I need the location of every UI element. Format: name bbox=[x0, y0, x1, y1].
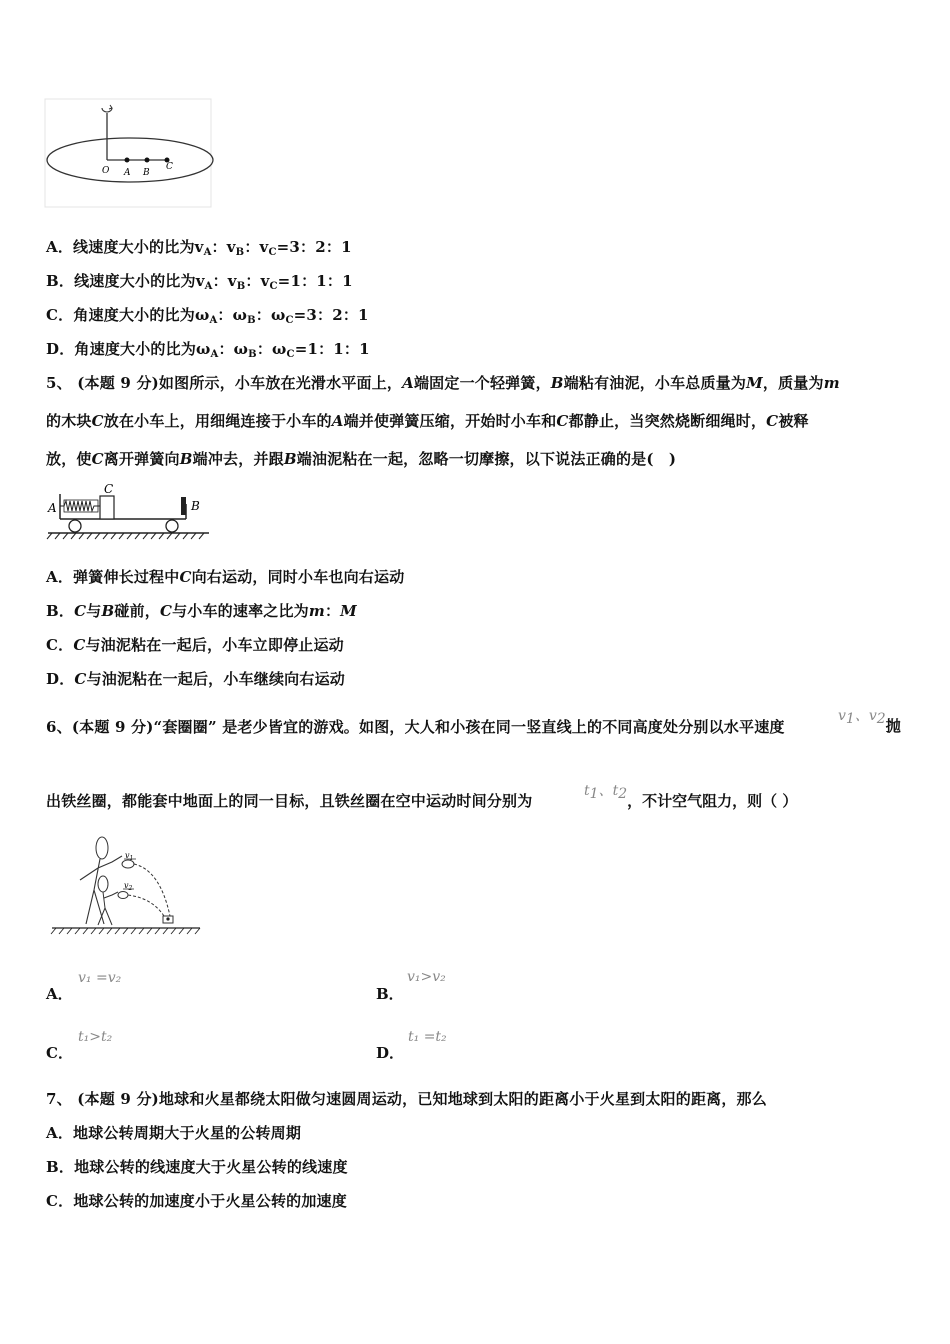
label-o: O bbox=[102, 166, 110, 176]
q4-option-c[interactable]: C．角速度大小的比为$\omega_A$：$\omega_B$：$\omega_C=3$：2：1 bbox=[46, 306, 369, 326]
q5-option-d[interactable]: D．C与油泥粘在一起后，小车继续向右运动 bbox=[46, 670, 345, 688]
q6-option-a[interactable]: A． bbox=[46, 985, 73, 1003]
q5-option-c[interactable]: C．C与油泥粘在一起后，小车立即停止运动 bbox=[46, 636, 344, 654]
q6-option-c[interactable]: C． bbox=[46, 1044, 73, 1062]
label-a: A bbox=[124, 168, 131, 178]
rotating-disk-figure bbox=[44, 96, 214, 211]
trajectory-1 bbox=[134, 864, 170, 916]
q5-option-b[interactable]: B．C与B碰前，C与小车的速率之比为m：M bbox=[46, 602, 357, 620]
q6-option-b-math: v₁>v₂ bbox=[407, 969, 446, 985]
label-b: B bbox=[143, 168, 150, 178]
adult-body bbox=[80, 856, 122, 924]
q4-option-d[interactable]: D．角速度大小的比为$\omega_A$：$\omega_B$：$\omega_C=1$：1：1 bbox=[46, 340, 370, 360]
q6-v1-v2-math: v1、v2抛 bbox=[838, 708, 901, 735]
label-b-end: B bbox=[191, 499, 200, 513]
point-a bbox=[125, 158, 130, 163]
adult-head bbox=[96, 837, 108, 859]
child-head bbox=[98, 876, 108, 892]
q7-option-a[interactable]: A．地球公转周期大于火星的公转周期 bbox=[46, 1124, 302, 1142]
child-ring bbox=[118, 892, 128, 899]
q5-stem-line3: 放，使C离开弹簧向B端冲去，并跟B端油泥粘在一起，忽略一切摩擦，以下说法正确的是( ) bbox=[46, 450, 677, 468]
q6-stem-line1: 6、(本题 9 分)“套圈圈” 是老少皆宜的游戏。如图，大人和小孩在同一竖直线上的不同高度处分别以水平速度 bbox=[46, 718, 785, 736]
child-body bbox=[98, 892, 118, 925]
q6-option-d-math: t₁ =t₂ bbox=[408, 1029, 447, 1045]
q6-option-a-math: v₁ =v₂ bbox=[78, 970, 122, 986]
q7-option-c[interactable]: C．地球公转的加速度小于火星公转的加速度 bbox=[46, 1192, 347, 1210]
q6-option-c-math: t₁>t₂ bbox=[78, 1029, 113, 1045]
q5-stem-line1: 5、 (本题 9 分)如图所示，小车放在光滑水平面上，A端固定一个轻弹簧，B端粘有油泥，小车总质量为M，质量为m bbox=[46, 374, 840, 392]
point-b bbox=[145, 158, 150, 163]
q7-stem: 7、 (本题 9 分)地球和火星都绕太阳做匀速圆周运动，已知地球到太阳的距离小于火星到太阳的距离，那么 bbox=[46, 1090, 767, 1108]
oil-mud bbox=[181, 497, 186, 515]
cart-spring-figure bbox=[44, 480, 214, 542]
q6-option-d[interactable]: D． bbox=[376, 1044, 405, 1062]
label-a-end: A bbox=[48, 501, 57, 515]
q5-stem-line2: 的木块C放在小车上，用细绳连接于小车的A端并使弹簧压缩，开始时小车和C都静止，当突然烧断细绳时，C被释 bbox=[46, 412, 809, 430]
block-c bbox=[100, 496, 114, 519]
trajectory-2 bbox=[128, 895, 164, 916]
wheel-left bbox=[69, 520, 81, 532]
q6-t1-t2-math: t1、t2，不计空气阻力，则（ ） bbox=[584, 783, 798, 810]
label-c-block: C bbox=[104, 482, 114, 496]
q4-option-b[interactable]: B．线速度大小的比为$v_A$：$v_B$：$v_C=1$：1：1 bbox=[46, 272, 353, 292]
label-c: C bbox=[166, 162, 173, 172]
label-v1: $v_1$ bbox=[125, 851, 134, 862]
q5-option-a[interactable]: A．弹簧伸长过程中C向右运动，同时小车也向右运动 bbox=[46, 568, 405, 586]
q7-option-b[interactable]: B．地球公转的线速度大于火星公转的线速度 bbox=[46, 1158, 348, 1176]
q6-option-b[interactable]: B． bbox=[376, 985, 404, 1003]
spring bbox=[60, 501, 100, 511]
q6-stem-line2: 出铁丝圈，都能套中地面上的同一目标，且铁丝圈在空中运动时间分别为 bbox=[46, 792, 533, 810]
q4-option-a[interactable]: A．线速度大小的比为$v_A$：$v_B$：$v_C=3$：2：1 bbox=[46, 238, 352, 258]
wheel-right bbox=[166, 520, 178, 532]
ring-toss-figure bbox=[48, 832, 203, 940]
label-v2: $v_2$ bbox=[124, 881, 133, 892]
